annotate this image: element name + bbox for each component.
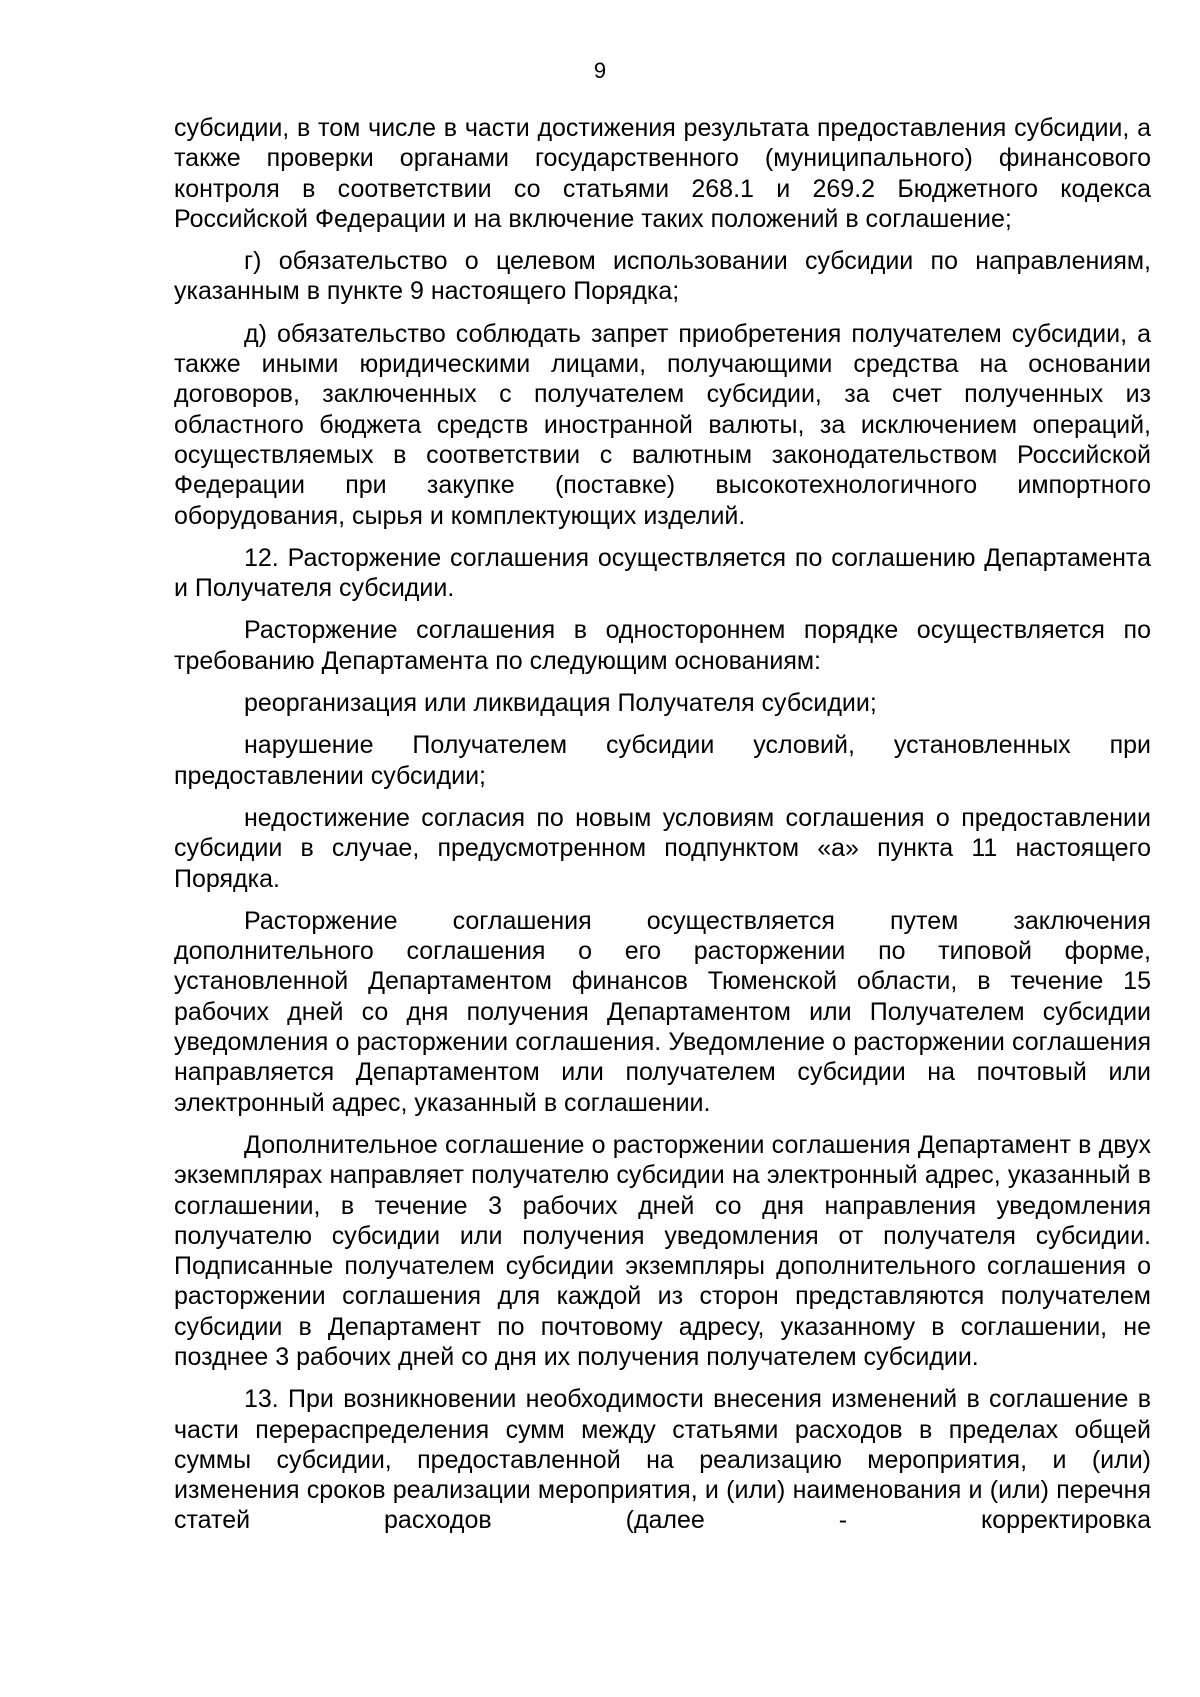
- paragraph-clause-13: 13. При возникновении необходимости внесения изменений в соглашение в части перераспределения сумм между статьями расходов в пределах общей суммы субсидии, предоставленной на реализацию мероприятия, и (или) изменения сроков реализации мероприятия, и (или) наименования и (или) перечня статей расходов (далее - корректировка: [174, 1385, 1151, 1535]
- paragraph-termination-procedure: Расторжение соглашения осуществляется путем заключения дополнительного соглашения о его расторжении по типовой форме, установленной Департаментом финансов Тюменской области, в течение 15 рабочих дней со дня получения Департаментом или Получателем субсидии уведомления о расторжении соглашения. Уведомление о расторжении соглашения направляется Департаментом или получателем субсидии на почтовый или электронный адрес, указанный в соглашении.: [174, 906, 1151, 1117]
- paragraph-ground-violation: нарушение Получателем субсидии условий, установленных при предоставлении субсидии;: [174, 731, 1151, 790]
- paragraph-clause-12: 12. Расторжение соглашения осуществляется по соглашению Департамента и Получателя субсидии.: [174, 543, 1151, 603]
- paragraph-continuation: субсидии, в том числе в части достижения результата предоставления субсидии, а также проверки органами государственного (муниципального) финансового контроля в соответствии со статьями 268.1 и 269.2 Бюджетного кодекса Российской Федерации и на включение таких положений в соглашение;: [174, 114, 1151, 233]
- paragraph-ground-no-agreement: недостижение согласия по новым условиям соглашения о предоставлении субсидии в случае, предусмотренном подпунктом «а» пункта 11 настоящего Порядка.: [174, 803, 1151, 893]
- paragraph-unilateral-termination: Расторжение соглашения в одностороннем порядке осуществляется по требованию Департамента по следующим основаниям:: [174, 616, 1151, 675]
- paragraph-obligation-d: д) обязательство соблюдать запрет приобретения получателем субсидии, а также иными юридическими лицами, получающими средства на основании договоров, заключенных с получателем субсидии, за счет полученных из областного бюджета средств иностранной валюты, за исключением операций, осуществляемых в соответствии с валютным законодательством Российской Федерации при закупке (поставке) высокотехнологичного импортного оборудования, сырья и комплектующих изделий.: [174, 319, 1151, 530]
- paragraph-ground-reorganization: реорганизация или ликвидация Получателя субсидии;: [244, 689, 877, 718]
- paragraph-obligation-g: г) обязательство о целевом использовании субсидии по направлениям, указанным в пункте 9 настоящего Порядка;: [174, 247, 1151, 306]
- document-body: [174, 113, 1151, 1548]
- page-number: 9: [593, 58, 607, 83]
- paragraph-additional-agreement: Дополнительное соглашение о расторжении соглашения Департамент в двух экземплярах направляет получателю субсидии на электронный адрес, указанный в соглашении, в течение 3 рабочих дней со дня направления уведомления получателю субсидии или получения уведомления от получателя субсидии. Подписанные получателем субсидии экземпляры дополнительного соглашения о расторжении соглашения для каждой из сторон представляются получателем субсидии в Департамент по почтовому адресу, указанному в соглашении, не позднее 3 рабочих дней со дня их получения получателем субсидии.: [174, 1130, 1151, 1371]
